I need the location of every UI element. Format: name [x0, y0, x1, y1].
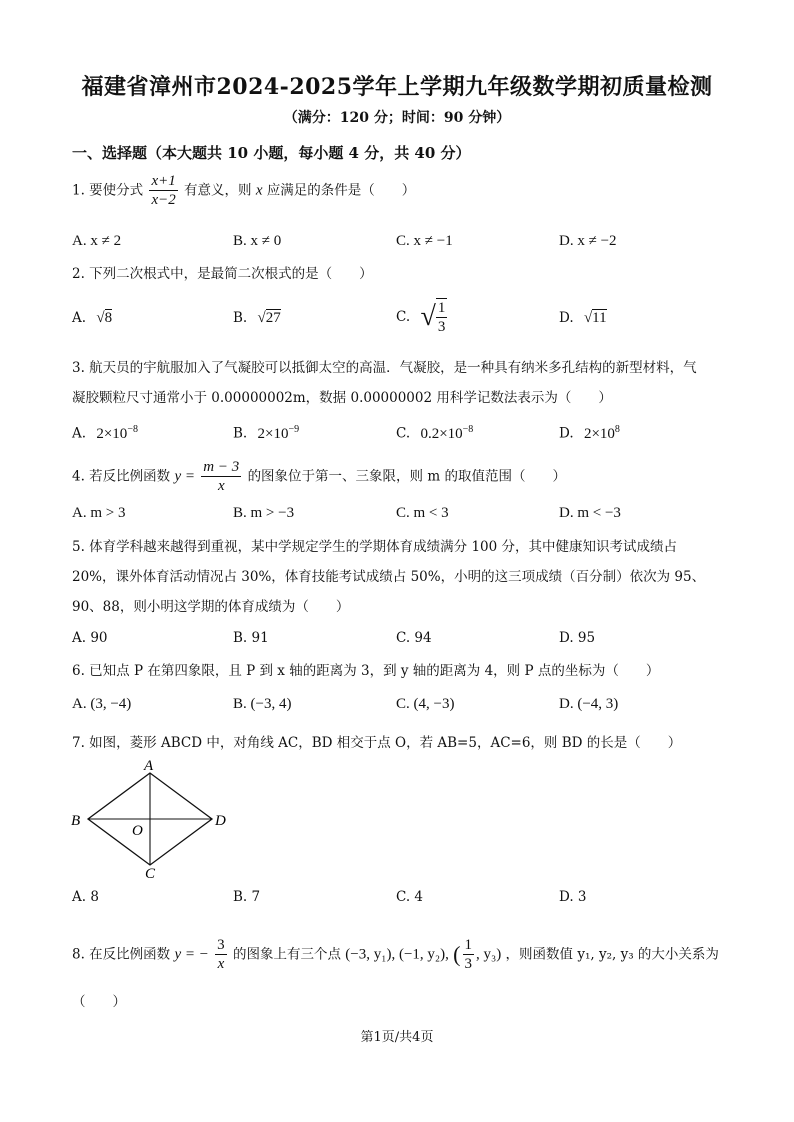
q6-option-b: B. (−3, 4) — [233, 696, 292, 712]
label-o: O — [132, 823, 143, 839]
q6-option-c: C. (4, −3) — [396, 696, 455, 712]
q6-option-a: A. (3, −4) — [72, 696, 132, 712]
q7-option-d: D. 3 — [559, 889, 587, 905]
q1-prefix: 1. 要使分式 — [72, 182, 144, 199]
q2-radicand-a: 8 — [104, 310, 113, 326]
q4-fraction — [201, 458, 241, 495]
q8-mid: 的图象上有三个点 — [232, 946, 341, 963]
q3-option-c — [396, 424, 473, 443]
q3-label-d: D. — [559, 425, 574, 442]
radical-icon: √ — [96, 310, 105, 326]
q1-option-d: D. x ≠ −2 — [559, 233, 617, 249]
q3-exp-a: −8 — [127, 424, 138, 435]
q3-option-b — [233, 424, 299, 443]
q4-option-a: A. m > 3 — [72, 505, 126, 521]
question-8-line2: （ ） — [72, 994, 126, 1010]
question-3-line2: 凝胶颗粒尺寸通常小于 0.00000002m，数据 0.00000002 用科学记数法表示为（ ） — [72, 390, 612, 406]
question-6: 6. 已知点 P 在第四象限，且 P 到 x 轴的距离为 3，到 y 轴的距离为 4，则 P 点的坐标为（ ） — [72, 663, 660, 679]
question-3-line1: 3. 航天员的宇航服加入了气凝胶可以抵御太空的高温．气凝胶，是一种具有纳米多孔结构的新型材料，气 — [72, 360, 697, 376]
q4-y-eq: y = — [174, 468, 195, 485]
q4-prefix: 4. 若反比例函数 — [72, 468, 171, 485]
label-c: C — [145, 866, 156, 880]
q5-option-d: D. 95 — [559, 630, 596, 646]
q1-var: x — [255, 182, 263, 199]
label-b: B — [71, 813, 81, 829]
q5-option-b: B. 91 — [233, 630, 269, 646]
q5-option-a: A. 90 — [72, 630, 108, 646]
q1-option-c: C. x ≠ −1 — [396, 233, 453, 249]
q3-label-c: C. — [396, 425, 411, 442]
q8-fraction — [215, 936, 227, 973]
q2-option-a — [72, 310, 112, 327]
q1-fraction — [149, 172, 177, 209]
question-5-line3: 90、88，则小明这学期的体育成绩为（ ） — [72, 599, 350, 615]
q8-frac-den: x — [217, 956, 225, 972]
q2-radicand-b: 27 — [265, 310, 281, 326]
q2-option-b — [233, 310, 281, 327]
q4-option-c: C. m < 3 — [396, 505, 449, 521]
q3-exp-d: 8 — [614, 424, 620, 435]
q8-p3-den: 3 — [464, 956, 472, 972]
q8-p3-num: 1 — [464, 937, 472, 953]
q3-base-a: 2×10 — [96, 425, 128, 442]
q2-option-d — [559, 310, 607, 327]
q2-label-a: A. — [72, 310, 87, 326]
q2-label-c: C. — [396, 309, 411, 325]
q8-p3-tail: , y₃) — [476, 946, 502, 963]
radical-icon: √ — [420, 301, 436, 332]
q6-option-d: D. (−4, 3) — [559, 696, 619, 712]
q4-frac-den: x — [217, 478, 225, 494]
radical-icon: √ — [257, 310, 266, 326]
q1-middle: 有意义，则 — [184, 182, 252, 199]
q5-option-c: C. 94 — [396, 630, 432, 646]
q8-suffix: ，则函数值 y₁, y₂, y₃ 的大小关系为 — [505, 946, 719, 963]
q3-option-a — [72, 424, 138, 443]
q3-base-c: 0.2×10 — [420, 425, 463, 442]
q2-c-fraction — [436, 298, 448, 336]
q7-option-b: B. 7 — [233, 889, 261, 905]
question-5-line2: 20%，课外体育活动情况占 30%，体育技能考试成绩占 50%，小明的这三项成绩（百分制）依次为 95、 — [72, 569, 706, 585]
q2-c-num: 1 — [437, 300, 446, 316]
exam-info: （满分：120 分；时间：90 分钟） — [283, 110, 511, 126]
paren-open-icon: ( — [453, 941, 461, 967]
q4-option-d: D. m < −3 — [559, 505, 621, 521]
q3-exp-c: −8 — [462, 424, 474, 435]
q1-suffix: 应满足的条件是（ ） — [266, 182, 416, 199]
question-8 — [72, 936, 719, 973]
q8-prefix: 8. 在反比例函数 — [72, 946, 171, 963]
q1-option-a: A. x ≠ 2 — [72, 233, 122, 249]
rhombus-diagram — [68, 755, 238, 880]
page-title: 福建省漳州市2024-2025学年上学期九年级数学期初质量检测 — [81, 74, 713, 100]
question-7: 7. 如图，菱形 ABCD 中，对角线 AC，BD 相交于点 O，若 AB=5，AC=6，则 BD 的长是（ ） — [72, 735, 682, 751]
radical-icon: √ — [583, 310, 593, 326]
q3-base-b: 2×10 — [257, 425, 289, 442]
q3-option-d — [559, 424, 620, 443]
q2-label-b: B. — [233, 310, 248, 326]
q1-frac-num: x+1 — [151, 173, 176, 189]
label-d: D — [215, 813, 226, 829]
q3-exp-b: −9 — [288, 424, 300, 435]
q1-frac-den: x−2 — [151, 192, 176, 208]
q3-base-d: 2×10 — [583, 425, 615, 442]
q2-radicand-d: 11 — [592, 310, 607, 326]
q4-option-b: B. m > −3 — [233, 505, 295, 521]
question-2: 2. 下列二次根式中，是最简二次根式的是（ ） — [72, 266, 373, 282]
q2-option-c — [396, 298, 449, 336]
q4-suffix: 的图象位于第一、三象限，则 m 的取值范围（ ） — [247, 468, 566, 485]
q7-option-a: A. 8 — [72, 889, 99, 905]
q3-label-a: A. — [72, 425, 87, 442]
q3-label-b: B. — [233, 425, 248, 442]
page-number: 第1页/共4页 — [360, 1030, 434, 1045]
q4-frac-num: m − 3 — [203, 459, 240, 475]
question-4 — [72, 458, 566, 495]
question-1 — [72, 172, 415, 209]
question-5-line1: 5. 体育学科越来越得到重视，某中学规定学生的学期体育成绩满分 100 分，其中健康知识考试成绩占 — [72, 539, 678, 555]
q1-option-b: B. x ≠ 0 — [233, 233, 282, 249]
q8-frac-num: 3 — [217, 937, 225, 953]
q2-c-den: 3 — [437, 319, 446, 335]
q7-option-c: C. 4 — [396, 889, 424, 905]
q2-label-d: D. — [559, 310, 574, 326]
label-a: A — [144, 758, 154, 774]
q8-p3-fraction — [463, 936, 475, 973]
q8-points: (−3, y₁), (−1, y₂), — [345, 946, 449, 963]
section-heading: 一、选择题（本大题共 10 小题，每小题 4 分，共 40 分） — [72, 144, 471, 162]
q8-y-eq: y = − — [174, 946, 209, 963]
